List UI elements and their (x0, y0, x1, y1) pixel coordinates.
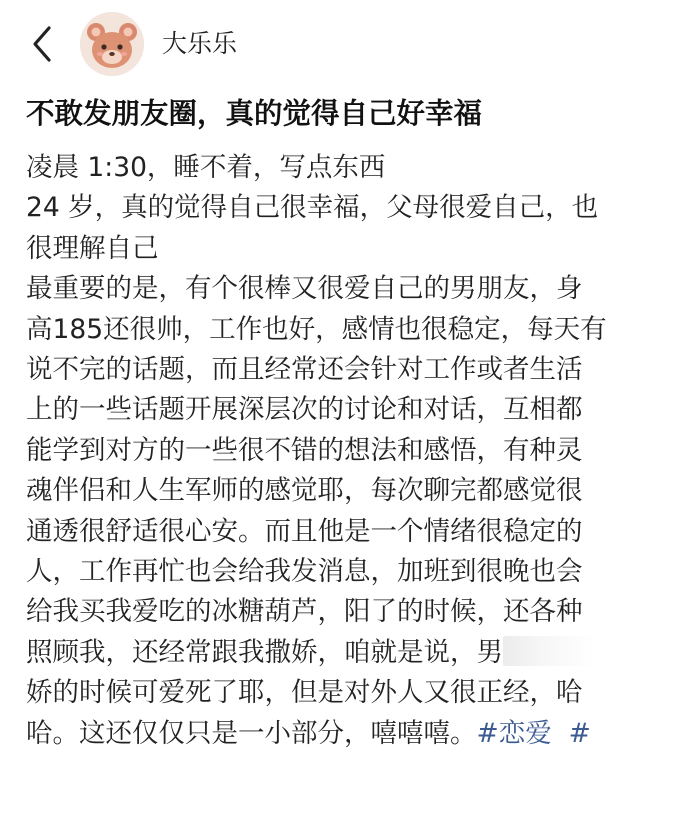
hashtag-link[interactable]: #恋爱 (476, 717, 552, 749)
post-line: 通透很舒适很心安。而且他是一个情绪很稳定的 (26, 515, 583, 547)
post-line: 24 岁，真的觉得自己很幸福，父母很爱自己，也 (26, 192, 599, 224)
post-line: 上的一些话题开展深层次的讨论和对话，互相都 (26, 394, 583, 426)
post-title: 不敢发朋友圈，真的觉得自己好幸福 (26, 97, 483, 130)
post-line: 魂伴侣和人生军师的感觉耶，每次聊完都感觉很 (26, 475, 583, 507)
post-line-with-redaction (26, 633, 671, 673)
post-line: 最重要的是，有个很棒又很爱自己的男朋友，身 (26, 273, 583, 305)
post-line: 说不完的话题，而且经常还会针对工作或者生活 (26, 354, 583, 386)
post-line: 很理解自己 (26, 232, 159, 264)
post-line-with-tags (26, 714, 671, 754)
post-line: 娇的时候可爱死了耶，但是对外人又很正经，哈 (26, 677, 583, 709)
post-line: 能学到对方的一些很不错的想法和感悟，有种灵 (26, 434, 583, 466)
post-line: 给我买我爱吃的冰糖葫芦，阳了的时候，还各种 (26, 596, 583, 628)
blurred-text-overlay (503, 636, 595, 666)
post-line-text: 照顾我，还经常跟我撒娇，咱就是说，男 (26, 636, 503, 668)
post-line: 人，工作再忙也会给我发消息，加班到很晚也会 (26, 556, 583, 588)
username[interactable]: 大乐乐 (162, 29, 238, 58)
post-line-text: 哈。这还仅仅只是一小部分，嘻嘻嘻。 (26, 717, 477, 749)
avatar[interactable] (80, 12, 144, 76)
back-button[interactable] (22, 22, 62, 66)
post-line: 高185还很帅，工作也好，感情也很稳定，每天有 (26, 313, 607, 345)
post-header (0, 0, 690, 88)
hashtag-link[interactable]: # (568, 717, 591, 749)
chevron-left-icon (31, 25, 53, 63)
bear-avatar-icon (80, 12, 144, 76)
post-body (26, 148, 671, 754)
post-line: 凌晨 1:30，睡不着，写点东西 (26, 152, 386, 183)
